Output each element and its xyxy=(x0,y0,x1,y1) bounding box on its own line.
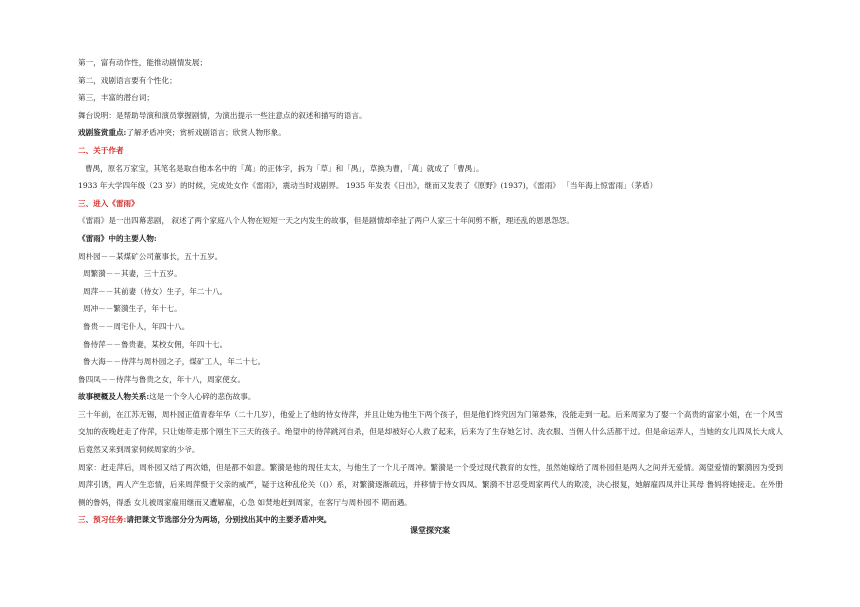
text-line: 第二，戏剧语言要有个性化； xyxy=(78,75,177,85)
story-paragraph: 周家：赶走萍后，周朴园又结了两次婚，但是都不如意。繁漪是他的现任太太，与他生了一个儿子周冲。繁漪是一个受过现代教育的女性，虽然她嫁给了周朴园但是两人之间并无爱情。渴望爱情的繁漪因为受到周萍引诱，两人产生恋情，后来周萍慑于父亲的威严，疑于这种乱伦关（()）系，对繁漪逐渐疏远，并移情于侍女四凤。繁漪不甘忍受周家两代人的欺凌，决心报复，她解雇四凤并让其母 鲁妈将她接走。在外册侧的鲁妈，得悉 女儿被周家雇用继而又遭解雇，心急 如焚地赶到周家，在客厅与周朴园不 期而遇。 xyxy=(78,462,783,507)
section-heading-author: 二、关于作者 xyxy=(78,145,124,155)
story-heading-line xyxy=(78,388,783,406)
section-title-classroom: 课堂探究案 xyxy=(410,525,450,535)
story-paragraph: 三十年前，在江苏无锡，周朴园正值青春年华（二十几岁），他爱上了他的侍女侍萍，并且让她为他生下两个孩子，但是他们终究因为门第悬殊，没能走到一起。后来周家为了娶一个高贵的富家小姐，在一个风雪交加的夜晚赶走了侍萍，只让她带走那个刚生下三天的孩子。绝望中的侍萍跳河自杀，但是却被好心人救了起来，后来为了生存她乞讨、洗衣服、当佣人什么活都干过。但是命运弄人，当她的女儿四凤长大成人后竟然又来到周家伺候周家的少爷。 xyxy=(78,409,783,455)
text-line: 第一，富有动作性，能推动剧情发展； xyxy=(78,58,208,67)
characters-title: 《雷雨》中的主要人物: xyxy=(78,233,157,243)
key-points-text: 了解矛盾冲突；赏析戏剧语言；欣赏人物形象。 xyxy=(126,128,286,138)
character-item: 鲁贵－－周宅仆人，年四十八。 xyxy=(83,321,190,331)
task-text: 请把课文节选部分分为两场，分别找出其中的主要矛盾冲突。 xyxy=(126,515,332,525)
document-page xyxy=(78,54,783,529)
key-points-line xyxy=(78,124,783,142)
character-item: 周萍－－其前妻（侍女）生子，年二十八。 xyxy=(83,286,228,296)
section-heading-leiyu: 三、进入《雷雨》 xyxy=(78,198,139,208)
text-line: 曹禺，原名万家宝，其笔名是取自他本名中的「萬」的正体字，拆为「草」和「禺」，草换为曹，「萬」就成了「曹禺」。 xyxy=(85,163,484,173)
text-line: 舞台说明：是帮助导演和演员掌握剧情，为演出提示一些注意点的叙述和描写的语言。 xyxy=(78,110,367,120)
text-line: 1933 年大学四年级（23 岁）的时候，完成处女作《雷雨》，震动当时戏剧界。 1935 年发表《日出》，继而又发表了《原野》(1937)，《雷雨》 「当年海上惊雷雨」（茅盾） xyxy=(78,181,658,191)
text-line: 《雷雨》是一出四幕悲剧， 叙述了两个家庭八个人物在短短一天之内发生的故事，但是剧情却牵扯了两户人家三十年间剪不断，理还乱的恩恩怨怨。 xyxy=(78,216,574,226)
character-item: 周朴园－－某煤矿公司董事长，五十五岁。 xyxy=(78,251,223,261)
character-item: 周冲－－繁漪生子，年十七。 xyxy=(83,304,182,314)
task-label: 三、预习任务: xyxy=(78,515,127,525)
character-item: 周繁漪－－其妻，三十五岁。 xyxy=(83,269,182,279)
story-intro: 这是一个令人心碎的悲伤故事。 xyxy=(149,392,256,402)
text-line: 第三，丰富的潜台词； xyxy=(78,93,154,103)
key-points-label: 戏剧鉴赏重点: xyxy=(78,128,127,138)
character-item: 鲁大海－－侍萍与周朴园之子，煤矿工人，年二十七。 xyxy=(83,357,266,367)
character-item: 鲁四凤－－侍萍与鲁贵之女，年十八，周家使女。 xyxy=(78,374,246,384)
character-item: 鲁侍萍－－鲁贵妻，某校女佣，年四十七。 xyxy=(83,339,228,349)
story-label: 故事梗概及人物关系: xyxy=(78,392,150,402)
